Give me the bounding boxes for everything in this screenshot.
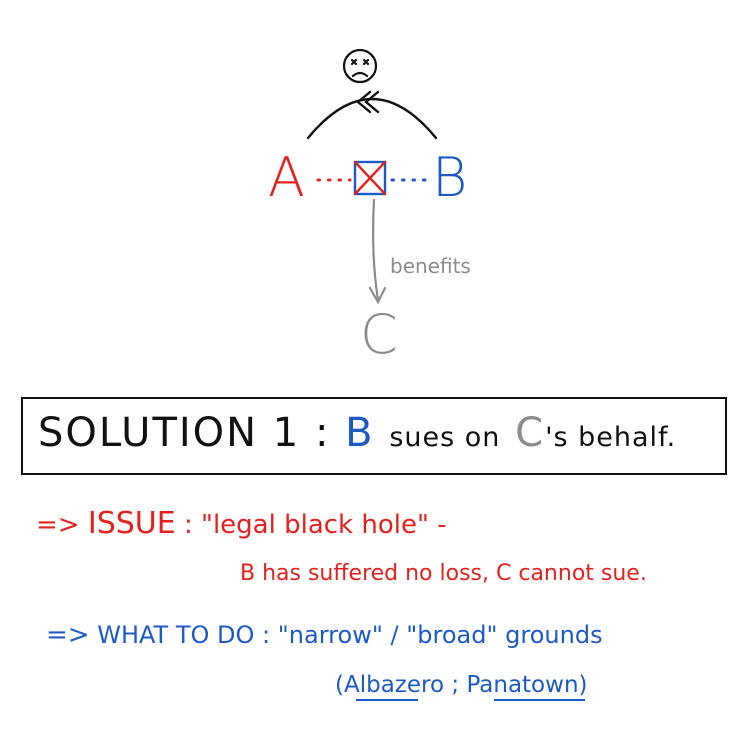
node-a: A [268,146,305,209]
benefits-arrow [370,200,385,302]
solution-party: B [345,410,375,456]
todo-line-1 [46,620,603,650]
case-albazero: Albazero [343,672,445,698]
todo-broad: "broad" [406,621,498,649]
todo-close-paren: ) [578,672,588,698]
solution-text2: 's behalf. [545,422,677,453]
todo-narrow: "narrow" [277,621,383,649]
todo-grounds: grounds [505,621,603,649]
edge-label-benefits: benefits [390,254,471,278]
solution-colon: : [314,410,331,456]
solution-beneficiary: C [515,410,546,456]
arc-arrowhead-icon [358,92,378,112]
todo-open-paren: ( [335,672,344,698]
todo-colon: : [262,621,271,649]
todo-arrow-icon: => [46,620,90,650]
solution-line [38,410,676,456]
issue-label: ISSUE [87,506,176,541]
arc-b-to-a [308,92,436,138]
crossed-box-icon [355,162,385,194]
todo-label: WHAT TO DO [97,621,255,649]
issue-arrow-icon: => [36,510,80,540]
sad-face-icon [344,50,376,82]
node-c: C [360,303,398,366]
solution-text1: sues on [389,422,501,453]
case-panatown: Panatown [466,672,579,698]
node-b: B [432,146,468,209]
todo-separator: ; [451,672,460,698]
todo-line-2 [335,672,588,698]
issue-colon: : [183,510,193,540]
todo-slash: / [390,621,399,649]
solution-title: SOLUTION 1 [38,410,301,456]
issue-dash: - [437,510,447,540]
issue-line-2: B has suffered no loss, C cannot sue. [240,561,647,586]
issue-quote: "legal black hole" [201,510,429,540]
issue-line-1 [36,506,447,541]
